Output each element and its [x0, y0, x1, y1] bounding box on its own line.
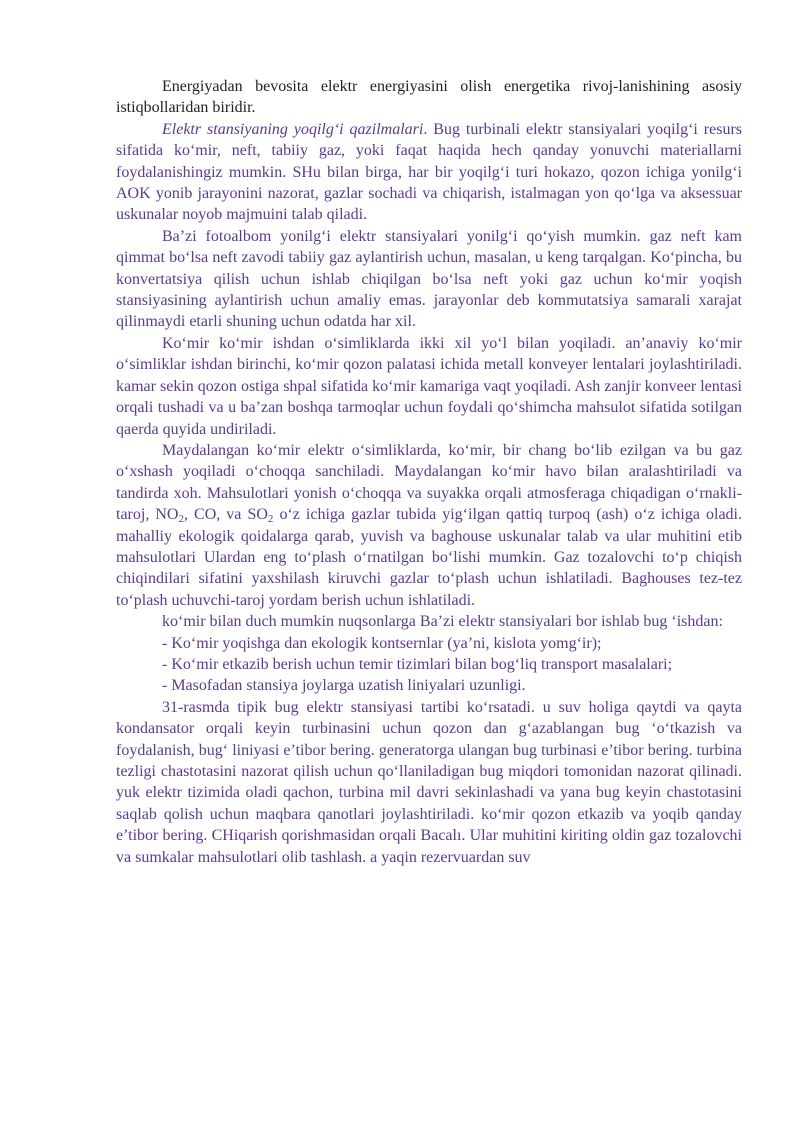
list-item: - Masofadan stansiya joylarga uzatish liniyalari uzunligi. — [162, 677, 526, 695]
list-item: - Ko‘mir etkazib berish uchun temir tizimlari bilan bog‘liq transport masalalari; — [162, 655, 673, 673]
paragraph-fossil-fuels — [116, 119, 742, 226]
paragraph-fuel-conversion: Ba’zi fotoalbom yonilg‘i elektr stansiyalari yonilg‘i qo‘yish mumkin. gaz neft kam qimmat bo‘lsa neft zavodi tabiiy gaz aylantirish uchun, masalan, u keng tarqalgan. Ko‘pincha, bu konvertatsiya qilish uchun ishlab chiqilgan bo‘lsa neft yoki gaz uchun ko‘mir yoqish stansiyasining aylantirish uchun amaliy emas. jarayonlar deb kommutatsiya samarali xarajat qilinmaydi etarli shuning uchun odatda har xil. — [116, 227, 742, 331]
paragraph-coal-methods: Ko‘mir ko‘mir ishdan o‘simliklarda ikki xil yo‘l bilan yoqiladi. an’anaviy ko‘mir o‘simliklar ishdan birinchi, ko‘mir qozon palatasi ichida metall konveyer lentalari joylashtiriladi. kamar sekin qozon ostiga shpal sifatida ko‘mir kamariga vaqt yoqiladi. Ash zanjir konveer lentasi orqali tushadi va u ba’zan boshqa tarmoqlar uchun foydali qo‘shimcha mahsulot sifatida sotilgan qaerda quyida undiriladi. — [116, 334, 742, 438]
list-item: - Ko‘mir yoqishga dan ekologik kontsernlar (ya’ni, kislota yomg‘ir); — [162, 634, 602, 652]
subscript: 2 — [267, 513, 274, 526]
paragraph-coal-drawbacks: ko‘mir bilan duch mumkin nuqsonlarga Ba’zi elektr stansiyalari bor ishlab bug ‘ishdan: — [162, 613, 723, 631]
subscript: 2 — [178, 513, 184, 526]
paragraph-steam-plant-layout: 31-rasmda tipik bug elektr stansiyasi tartibi ko‘rsatadi. u suv holiga qaytdi va qayta kondansator orqali keyin turbinasini uchun qozon dan g‘azablangan bug ‘o‘tkazish va foydalanish, bug‘ liniyasi e’tibor bering. generatorga ulangan bug turbinasi e’tibor bering. turbina tezligi chastotasini nazorat qilish uchun qo‘llaniladigan bug miqdori tomonidan nazorat qilinadi. yuk elektr tizimida oladi qachon, turbina mil davri sekinlashadi va yana bug keyin chastotasini saqlab qolish uchun maqbara qanotlari joylashtiriladi. ko‘mir qozon etkazib va yoqib qanday e’tibor bering. CHiqarish qorishmasidan orqali Bacalı. Ular muhitini kiriting oldin gaz tozalovchi va sumkalar mahsulotlari olib tashlash. a yaqin rezervuardan suv — [116, 698, 742, 866]
paragraph-pulverized-coal — [116, 440, 742, 611]
text-segment: , CO, va SO — [183, 506, 268, 524]
text-segment: Maydalangan ko‘mir elektr o‘simliklarda, ko‘mir, bir chang bo‘lib ezilgan va bu gaz o‘xshash yoqiladi o‘choqqa sanchiladi. Maydalangan ko‘mir havo bilan aralashtiriladi va tandirda xoh. Mahsulotlari yonish o‘choqqa va suyakka orqali atmosferaga chiqadigan o‘rnakli-taroj, NO — [116, 441, 742, 524]
text-segment: o‘z ichiga gazlar tubida yig‘ilgan qattiq turpoq (ash) o‘z ichiga oladi. mahalliy ekologik qoidalarga qarab, yuvish va baghouse uskunalar talab va ular muhitini etib mahsulotlari Ulardan eng to‘plash o‘rnatilgan bo‘lishi mumkin. Gaz tozalovchi to‘p chiqish chiqindilari sifatini yaxshilash kiruvchi gazlar to‘plash uchun ishlatiladi. Baghouses tez-tez to‘plash uchuvchi-taroj yordam berish uchun ishlatiladi. — [116, 506, 742, 609]
section-title: Elektr stansiyaning yoqilg‘i qazilmalari — [162, 120, 424, 138]
paragraph-fossil-fuels-body: . Bug turbinali elektr stansiyalari yoqilg‘i resurs sifatida ko‘mir, neft, tabiiy gaz, yoki faqat haqida hech qanday yonuvchi materiallarni foydalanishingiz mumkin. SHu bilan birga, har bir yoqilg‘i turi hokazo, qozon ichiga yonilg‘i AOK yonib jarayonini nazorat, gazlar sochadi va chiqarish, istalmagan yon qo‘lga va aksessuar uskunalar noyob majmuini talab qiladi. — [116, 120, 742, 224]
paragraph-intro: Energiyadan bevosita elektr energiyasini olish energetika rivoj-lanishining asosiy istiqbollaridan biridir. — [116, 78, 742, 117]
document-page — [116, 76, 742, 868]
